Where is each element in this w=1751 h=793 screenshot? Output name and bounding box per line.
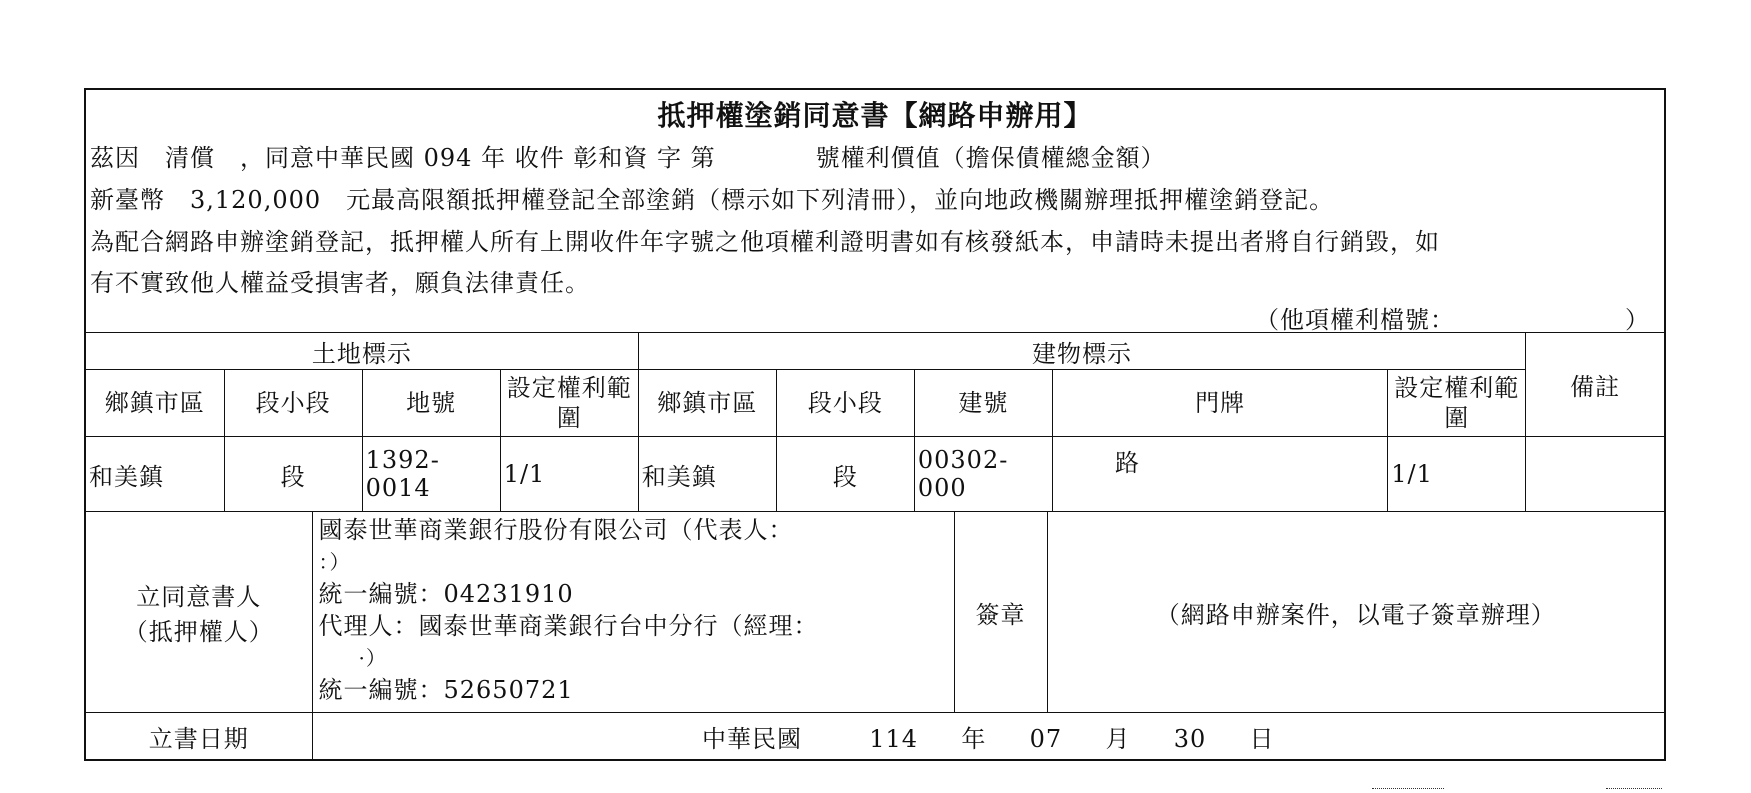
date-value: [312, 713, 1664, 760]
col-land-number: 地號: [362, 370, 500, 437]
mortgagee-name: 國泰世華商業銀行股份有限公司（代表人：: [318, 516, 794, 544]
mortgagee-id: 統一編號：04231910: [318, 580, 574, 608]
col-bldg-number: 建號: [914, 370, 1052, 437]
col-land-section: 段小段: [224, 370, 362, 437]
cell-bldg-number: 00302-000: [914, 437, 1052, 512]
land-header: 土地標示: [86, 333, 638, 370]
statement-line-1: 茲因 清償 ，同意中華民國 094 年 收件 彰和資 字 第 號權利價值（擔保債權總金額）: [90, 144, 1166, 172]
seal-label: 簽章: [954, 512, 1047, 713]
cell-bldg-scope: 1/1: [1388, 437, 1526, 512]
mortgagee-representative: ：）: [318, 550, 351, 574]
other-rights-file-number: [1255, 300, 1650, 335]
consent-form: [84, 88, 1666, 761]
footer-dotted-line: [1606, 788, 1662, 789]
cell-remarks: [1526, 437, 1664, 512]
footer-dotted-line: [1372, 788, 1444, 789]
date-month: 07: [1029, 724, 1063, 753]
col-land-township: 鄉鎮市區: [86, 370, 224, 437]
cell-bldg-address: 路: [1052, 437, 1387, 512]
col-bldg-section: 段小段: [776, 370, 914, 437]
cell-land-township: 和美鎮: [86, 437, 224, 512]
cell-bldg-section: 段: [776, 437, 914, 512]
seal-note: （網路申辦案件，以電子簽章辦理）: [1047, 512, 1664, 713]
date-year: 114: [869, 724, 919, 753]
date-day: 30: [1173, 724, 1207, 753]
col-bldg-scope: 設定權利範圍: [1388, 370, 1526, 437]
col-bldg-address: 門牌: [1052, 370, 1387, 437]
col-land-scope: 設定權利範圍: [500, 370, 638, 437]
agent-id: 統一編號：52650721: [318, 676, 574, 704]
cell-bldg-township: 和美鎮: [638, 437, 776, 512]
building-header: 建物標示: [638, 333, 1526, 370]
consenter-label-line1: 立同意書人: [136, 583, 262, 611]
consenter-label-line2: （抵押權人）: [123, 618, 274, 646]
date-era: 中華民國: [701, 724, 802, 753]
cell-land-section: 段: [224, 437, 362, 512]
other-rights-label: （他項權利檔號：: [1255, 306, 1455, 334]
property-table: [86, 333, 1664, 512]
agent-manager: ·）: [358, 646, 387, 670]
date-day-unit: 日: [1249, 724, 1275, 753]
col-bldg-township: 鄉鎮市區: [638, 370, 776, 437]
remarks-header: 備註: [1526, 333, 1664, 437]
mortgagee-info: [312, 512, 954, 713]
date-year-unit: 年: [961, 724, 987, 753]
date-label: 立書日期: [86, 713, 312, 760]
cell-land-number: 1392-0014: [362, 437, 500, 512]
statement-line-2: 新臺幣 3,120,000 元最高限額抵押權登記全部塗銷（標示如下列清冊），並向地政機關辦理抵押權塗銷登記。: [90, 186, 1335, 214]
statement-line-4: 有不實致他人權益受損害者，願負法律責任。: [90, 269, 590, 297]
statement-line-3: 為配合網路申辦塗銷登記，抵押權人所有上開收件年字號之他項權利證明書如有核發紙本，申請時未提出者將自行銷毀，如: [90, 228, 1440, 256]
consenter-label: [86, 512, 312, 713]
cell-land-scope: 1/1: [500, 437, 638, 512]
agent-name: 代理人：國泰世華商業銀行台中分行（經理：: [318, 612, 819, 640]
form-header: [86, 90, 1664, 333]
consent-table: [86, 512, 1664, 759]
table-row: [86, 437, 1664, 512]
form-title: 抵押權塗銷同意書【網路申辦用】: [657, 99, 1093, 132]
date-month-unit: 月: [1105, 724, 1131, 753]
other-rights-close: ）: [1625, 306, 1650, 334]
